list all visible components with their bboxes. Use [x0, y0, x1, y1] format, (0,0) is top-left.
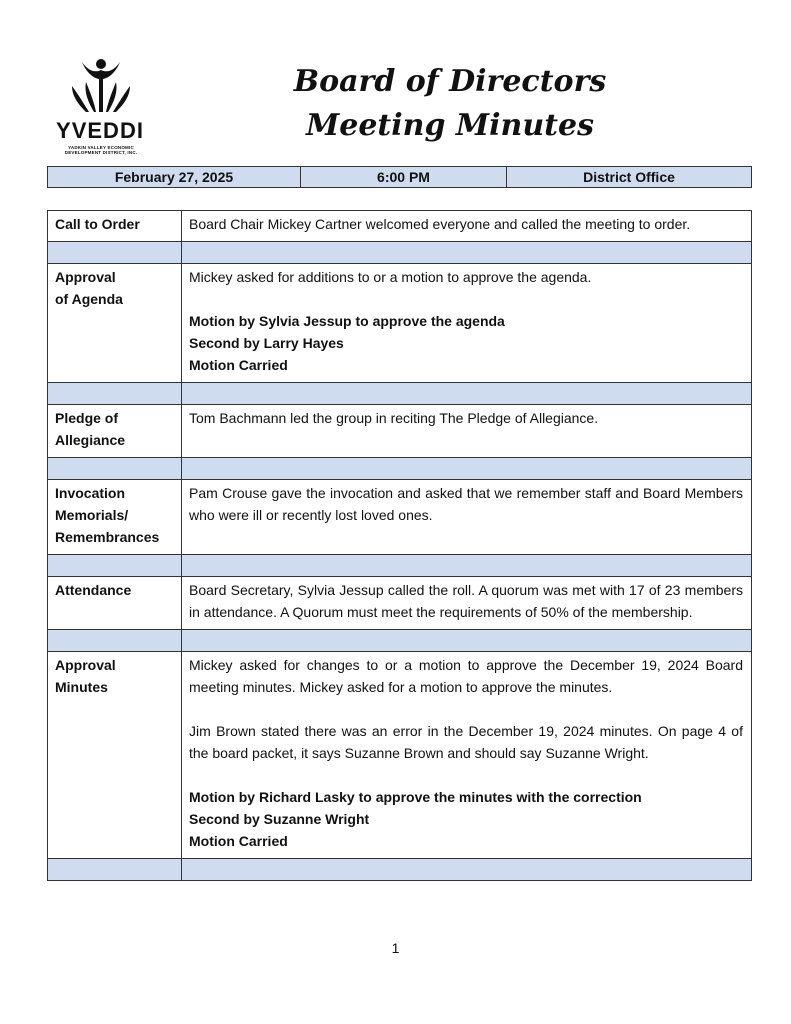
- section-body: [182, 480, 752, 555]
- person-with-flames-icon: [68, 58, 134, 116]
- row-invocation: [48, 480, 752, 555]
- label-line: Memorials/: [55, 507, 129, 523]
- motion-line: Motion by Sylvia Jessup to approve the agenda: [189, 313, 505, 329]
- label-line: Invocation: [55, 485, 126, 501]
- logo-subtitle: YADKIN VALLEY ECONOMIC DEVELOPMENT DISTRICT, INC.: [64, 145, 138, 155]
- result-line: Motion Carried: [189, 833, 288, 849]
- page-number: 1: [391, 940, 400, 956]
- label-line: Approval: [55, 269, 116, 285]
- row-approval-minutes: [48, 652, 752, 859]
- title-line-1: Board of Directors: [293, 64, 607, 99]
- pledge-text: Tom Bachmann led the group in reciting The Pledge of Allegiance.: [189, 410, 599, 426]
- motion-block: [189, 310, 743, 376]
- meeting-time: 6:00 PM: [301, 167, 507, 187]
- section-body: [182, 264, 752, 383]
- minutes-text-2: Jim Brown stated there was an error in the December 19, 2024 minutes. On page 4 of the board packet, it says Suzanne Brown and should say Suzanne Wright.: [189, 723, 743, 761]
- section-body: [182, 652, 752, 859]
- row-approval-agenda: [48, 264, 752, 383]
- spacer-row: [48, 555, 752, 577]
- label-line: Allegiance: [55, 432, 126, 448]
- section-label: [48, 480, 182, 555]
- spacer-row: [48, 859, 752, 881]
- title-line-2: Meeting Minutes: [306, 108, 594, 143]
- row-pledge: [48, 405, 752, 458]
- label-line: Minutes: [55, 679, 108, 695]
- motion-line: Motion by Richard Lasky to approve the minutes with the correction: [189, 789, 642, 805]
- document-title: [250, 60, 650, 148]
- result-line: Motion Carried: [189, 357, 288, 373]
- section-label: [48, 652, 182, 859]
- meeting-location: District Office: [583, 169, 675, 185]
- section-body: [182, 211, 752, 242]
- call-to-order-text: Board Chair Mickey Cartner welcomed everyone and called the meeting to order.: [189, 216, 691, 232]
- section-label: Attendance: [48, 577, 182, 630]
- motion-block: [189, 786, 743, 852]
- section-body: [182, 577, 752, 630]
- meeting-date: February 27, 2025: [48, 167, 301, 187]
- label-line: of Agenda: [55, 291, 123, 307]
- minutes-table: [47, 210, 752, 881]
- row-call-to-order: [48, 211, 752, 242]
- row-attendance: [48, 577, 752, 630]
- attendance-text: Board Secretary, Sylvia Jessup called the roll. A quorum was met with 17 of 23 members in attendance. A Quorum must meet the requirements of 50% of the membership.: [189, 582, 743, 620]
- invocation-text: Pam Crouse gave the invocation and asked that we remember staff and Board Members who were ill or recently lost loved ones.: [189, 485, 743, 523]
- label-line: Pledge of: [55, 410, 119, 426]
- yveddi-logo: [50, 58, 152, 158]
- second-line: Second by Suzanne Wright: [189, 811, 370, 827]
- agenda-text: Mickey asked for additions to or a motion to approve the agenda.: [189, 269, 592, 285]
- section-body: [182, 405, 752, 458]
- second-line: Second by Larry Hayes: [189, 335, 344, 351]
- section-label: Call to Order: [48, 211, 182, 242]
- label-line: Remembrances: [55, 529, 160, 545]
- spacer-row: [48, 242, 752, 264]
- spacer-row: [48, 458, 752, 480]
- label-line: Approval: [55, 657, 116, 673]
- minutes-text-1: Mickey asked for changes to or a motion to approve the December 19, 2024 Board meeting minutes. Mickey asked for a motion to approve the minutes.: [189, 657, 743, 695]
- logo-name: YVEDDI: [56, 118, 144, 143]
- spacer-row: [48, 383, 752, 405]
- section-label: [48, 264, 182, 383]
- section-label: [48, 405, 182, 458]
- meeting-info-bar: [47, 166, 752, 188]
- spacer-row: [48, 630, 752, 652]
